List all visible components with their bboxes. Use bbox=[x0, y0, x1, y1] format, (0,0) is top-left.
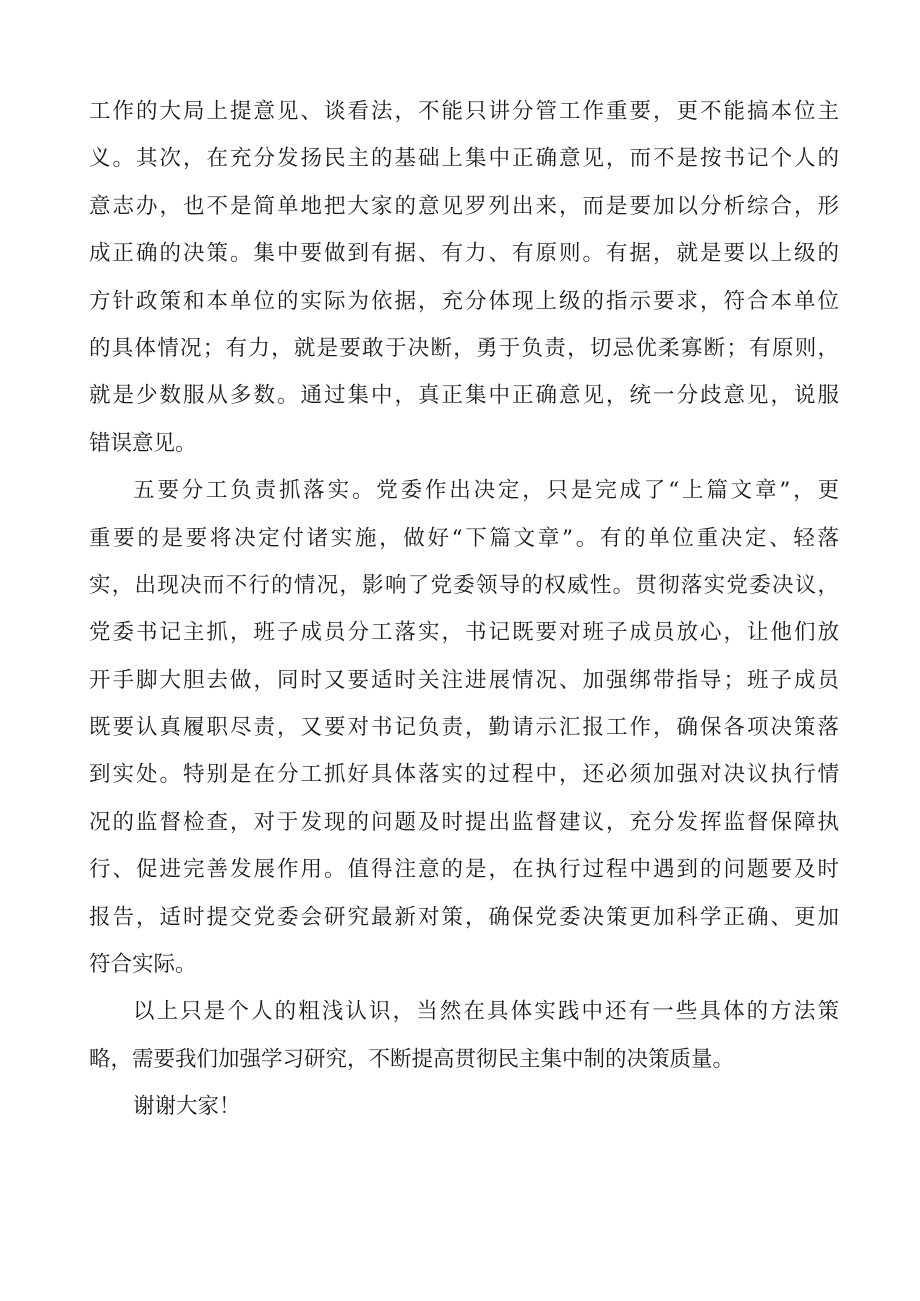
paragraph-2 bbox=[89, 467, 839, 988]
text-line: 错误意见。 bbox=[89, 430, 197, 456]
text-line: 开手脚大胆去做，同时又要适时关注进展情况、加强绑带指导；班子成员 bbox=[89, 667, 839, 693]
text-line: 略，需要我们加强学习研究，不断提高贯彻民主集中制的决策质量。 bbox=[89, 1046, 735, 1072]
text-line: 五要分工负责抓落实。党委作出决定，只是完成了“上篇文章”，更 bbox=[133, 478, 839, 504]
text-line: 既要认真履职尽责，又要对书记负责，勤请示汇报工作，确保各项决策落 bbox=[89, 715, 839, 741]
paragraph-1 bbox=[89, 88, 839, 467]
closing-line: 谢谢大家！ bbox=[133, 1094, 241, 1120]
text-line: 报告，适时提交党委会研究最新对策，确保党委决策更加科学正确、更加 bbox=[89, 904, 839, 930]
text-line: 就是少数服从多数。通过集中，真正集中正确意见，统一分歧意见，说服 bbox=[89, 383, 839, 409]
text-line: 符合实际。 bbox=[89, 952, 197, 978]
text-line: 实，出现决而不行的情况，影响了党委领导的权威性。贯彻落实党委决议， bbox=[89, 572, 839, 598]
paragraph-3 bbox=[89, 988, 839, 1083]
text-line: 行、促进完善发展作用。值得注意的是，在执行过程中遇到的问题要及时 bbox=[89, 857, 839, 883]
text-line: 以上只是个人的粗浅认识，当然在具体实践中还有一些具体的方法策 bbox=[133, 999, 839, 1025]
text-line: 到实处。特别是在分工抓好具体落实的过程中，还必须加强对决议执行情 bbox=[89, 762, 839, 788]
text-line: 意志办，也不是简单地把大家的意见罗列出来，而是要加以分析综合，形 bbox=[89, 193, 839, 219]
text-line: 的具体情况；有力，就是要敢于决断，勇于负责，切忌优柔寡断；有原则， bbox=[89, 335, 839, 361]
text-line: 义。其次，在充分发扬民主的基础上集中正确意见，而不是按书记个人的 bbox=[89, 146, 839, 172]
text-line: 成正确的决策。集中要做到有据、有力、有原则。有据，就是要以上级的 bbox=[89, 241, 839, 267]
paragraph-4 bbox=[89, 1083, 839, 1130]
text-line: 党委书记主抓，班子成员分工落实，书记既要对班子成员放心，让他们放 bbox=[89, 620, 839, 646]
text-line: 方针政策和本单位的实际为依据，充分体现上级的指示要求，符合本单位 bbox=[89, 288, 839, 314]
document-page bbox=[89, 88, 839, 1131]
text-line: 重要的是要将决定付诸实施，做好“下篇文章”。有的单位重决定、轻落 bbox=[89, 525, 839, 551]
text-line: 况的监督检查，对于发现的问题及时提出监督建议，充分发挥监督保障执 bbox=[89, 809, 839, 835]
text-line: 工作的大局上提意见、谈看法，不能只讲分管工作重要，更不能搞本位主 bbox=[89, 99, 839, 124]
